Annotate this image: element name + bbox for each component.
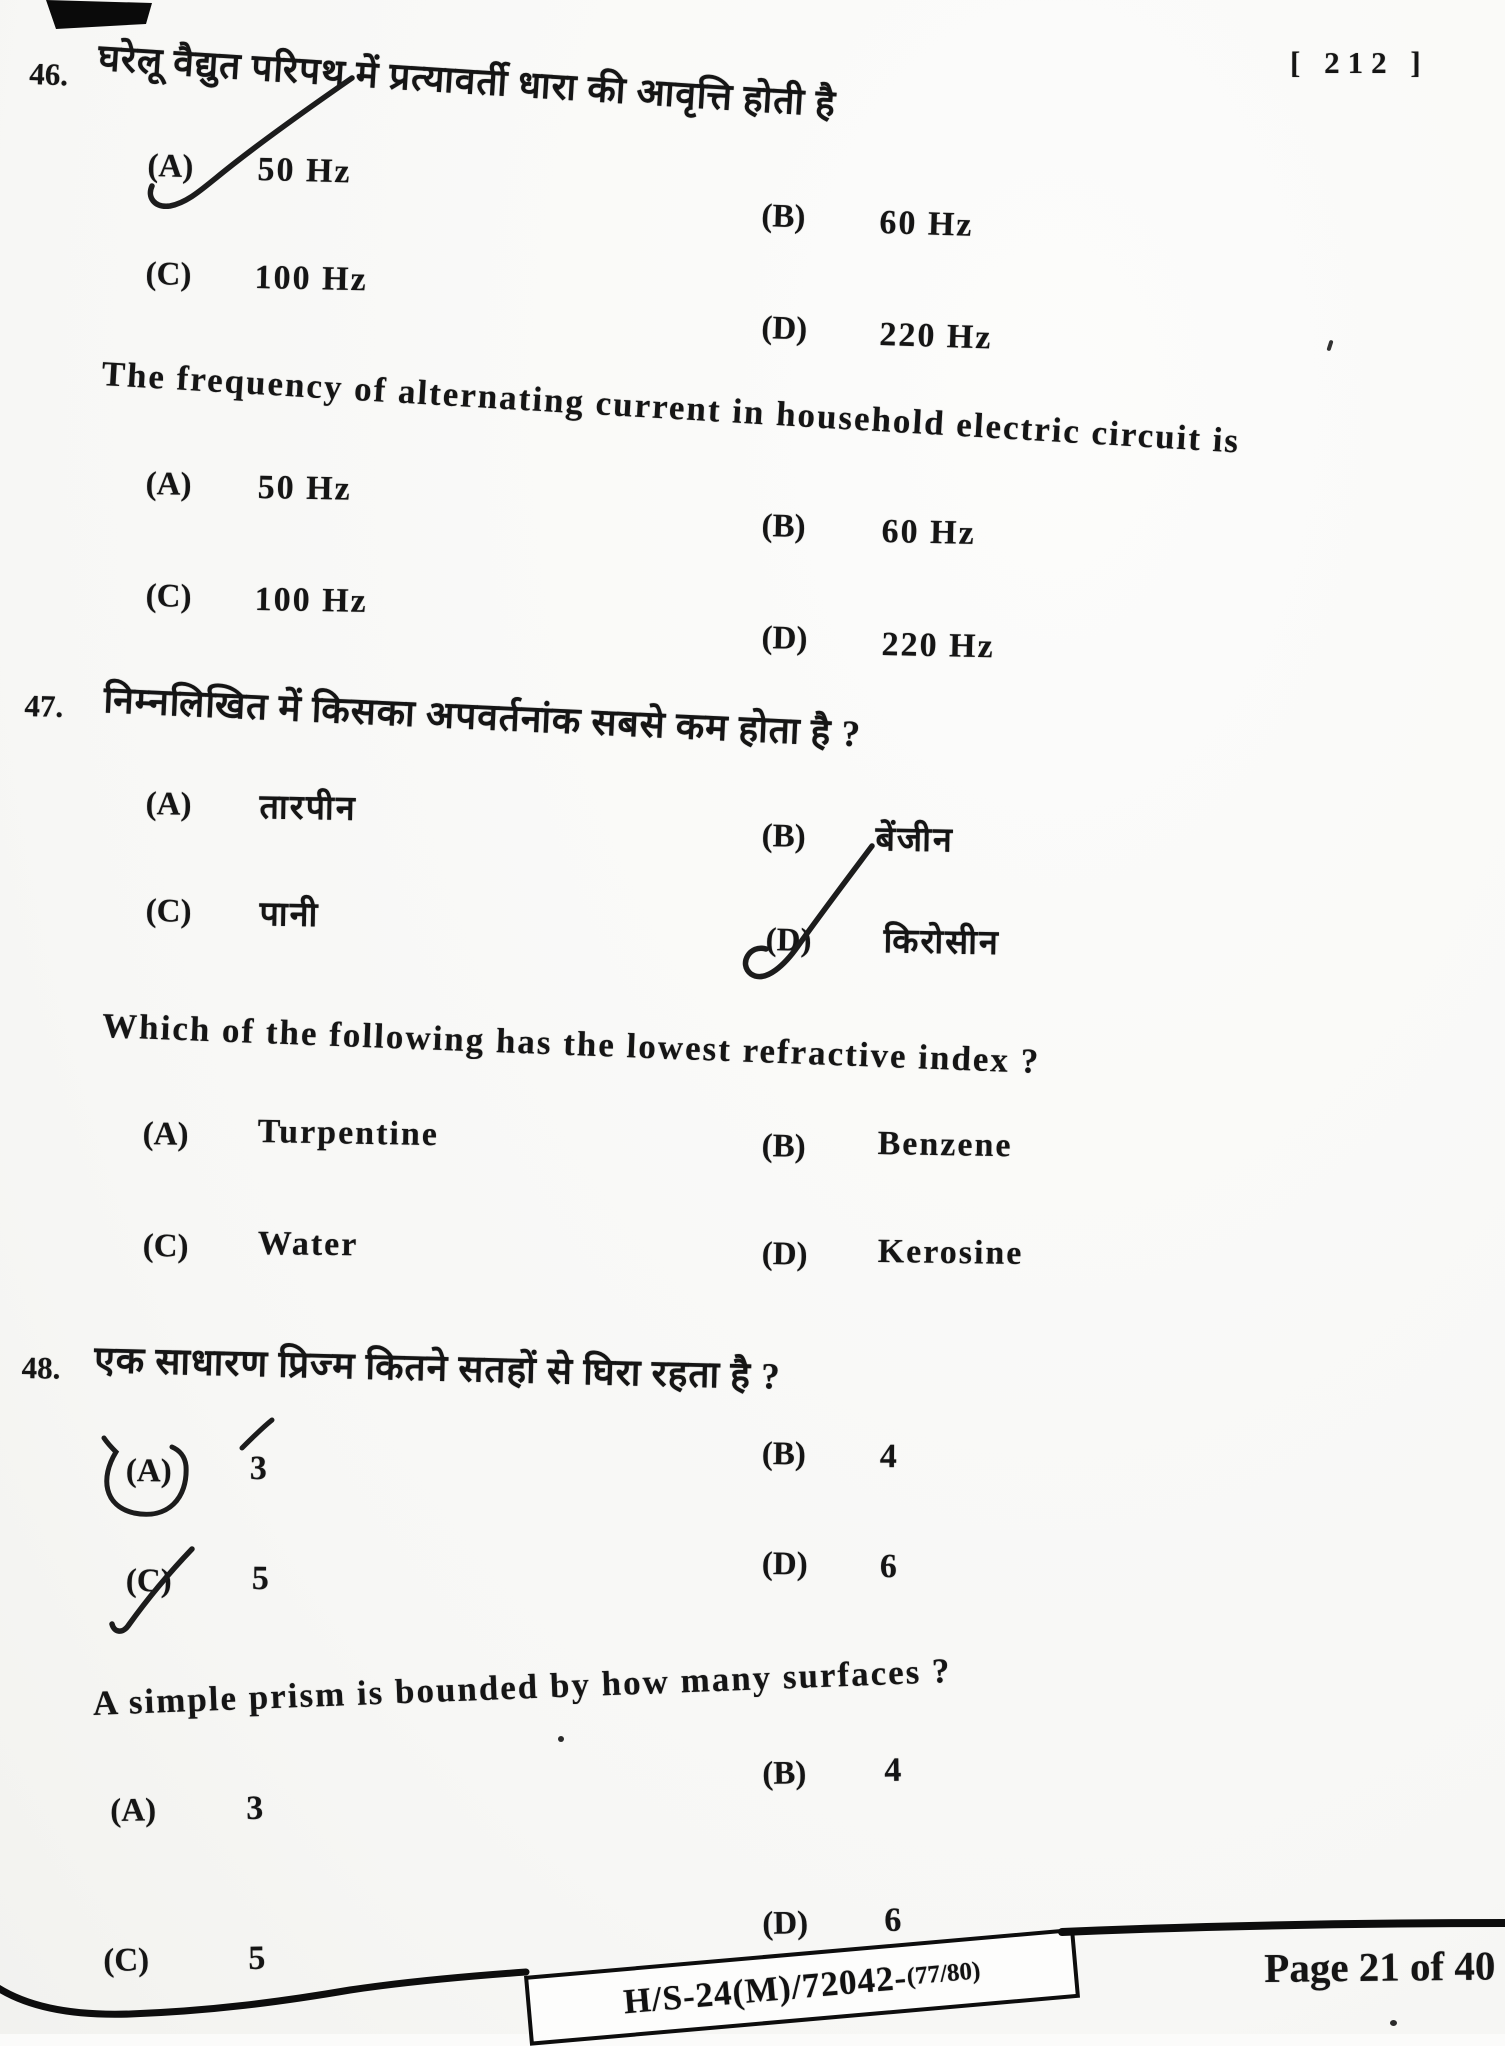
option-label: (A) bbox=[145, 786, 192, 823]
option-value: 50 Hz bbox=[257, 151, 353, 191]
option-label: (C) bbox=[125, 1563, 172, 1600]
option-label: (B) bbox=[761, 508, 806, 545]
option-value: 60 Hz bbox=[878, 204, 975, 244]
option-label: (D) bbox=[765, 922, 812, 959]
option-value: 100 Hz bbox=[254, 259, 369, 299]
option-value: Benzene bbox=[877, 1125, 1013, 1165]
option-label: (A) bbox=[142, 1116, 189, 1153]
question-text-english: Which of the following has the lowest refractive index ? bbox=[101, 1006, 1041, 1082]
option-label: (C) bbox=[142, 1228, 189, 1265]
option-value: 3 bbox=[246, 1789, 266, 1827]
corner-scan-mark bbox=[46, 0, 152, 29]
question-number: 47. bbox=[24, 688, 64, 725]
option-label: (A) bbox=[110, 1792, 157, 1829]
option-label: (D) bbox=[761, 1546, 808, 1583]
page-indicator: Page 21 of 40 bbox=[1264, 1942, 1496, 1991]
option-value: किरोसीन bbox=[883, 922, 1001, 963]
option-value: 6 bbox=[884, 1901, 904, 1939]
scan-artifact-mark bbox=[1326, 340, 1333, 352]
option-label: (B) bbox=[761, 818, 806, 855]
option-label: (C) bbox=[103, 1942, 150, 1979]
option-value: तारपीन bbox=[259, 788, 357, 828]
option-label: (D) bbox=[762, 1905, 809, 1942]
option-label: (A) bbox=[147, 148, 194, 186]
option-value: 6 bbox=[879, 1548, 899, 1586]
option-value: 220 Hz bbox=[881, 626, 996, 666]
option-value: 5 bbox=[248, 1939, 268, 1977]
option-label: (B) bbox=[761, 1436, 806, 1473]
handwritten-tick-q48-value-3 bbox=[242, 1420, 272, 1448]
footer-code-box bbox=[524, 1928, 1080, 2046]
option-value: 4 bbox=[879, 1438, 899, 1476]
option-label: (A) bbox=[145, 466, 192, 503]
option-value: 5 bbox=[251, 1560, 271, 1598]
option-label: (C) bbox=[145, 893, 192, 930]
question-text-english: The frequency of alternating current in household electric circuit is bbox=[100, 354, 1242, 461]
option-value: 4 bbox=[884, 1751, 904, 1789]
option-label: (D) bbox=[761, 1236, 808, 1273]
option-value: पानी bbox=[259, 895, 320, 935]
page-bottom-edge-left bbox=[0, 1972, 526, 2014]
option-value: Kerosine bbox=[877, 1233, 1024, 1273]
option-label: (D) bbox=[761, 620, 808, 657]
option-label: (C) bbox=[145, 256, 192, 293]
option-value: 3 bbox=[249, 1450, 269, 1488]
option-label: (B) bbox=[762, 1755, 807, 1792]
option-value: Turpentine bbox=[257, 1113, 440, 1154]
page-bottom-edge-right bbox=[1062, 1923, 1505, 1932]
option-value: बेंजीन bbox=[875, 820, 955, 860]
question-number: 46. bbox=[28, 56, 69, 93]
option-label: (B) bbox=[761, 1128, 806, 1165]
option-value: 50 Hz bbox=[257, 469, 353, 508]
question-text-english: A simple prism is bounded by how many surfaces ? bbox=[92, 1651, 953, 1723]
question-text-hindi: एक साधारण प्रिज्म कितने सतहों से घिरा रहता है ? bbox=[93, 1339, 782, 1398]
question-number: 48. bbox=[21, 1350, 61, 1386]
footer-code: H/S-24(M)/72042- bbox=[621, 1957, 909, 2022]
page-ref-number: [ 212 ] bbox=[1290, 45, 1429, 80]
option-label: (D) bbox=[760, 310, 808, 348]
option-label: (C) bbox=[145, 578, 192, 615]
option-label: (B) bbox=[760, 198, 806, 236]
option-value: 220 Hz bbox=[878, 316, 993, 357]
option-value: 100 Hz bbox=[254, 581, 369, 620]
question-text-hindi: निम्नलिखित में किसका अपवर्तनांक सबसे कम होता है ? bbox=[102, 679, 862, 756]
option-value: Water bbox=[257, 1225, 359, 1264]
footer-code-suffix: (77/80) bbox=[905, 1957, 982, 1991]
scan-artifact-dot bbox=[1390, 2020, 1397, 2026]
question-text-hindi: घरेलू वैद्युत परिपथ में प्रत्यावर्ती धारा की आवृत्ति होती है bbox=[96, 37, 838, 126]
scan-artifact-dot bbox=[558, 1736, 564, 1742]
option-label: (A) bbox=[125, 1453, 172, 1490]
option-value: 60 Hz bbox=[881, 513, 977, 552]
